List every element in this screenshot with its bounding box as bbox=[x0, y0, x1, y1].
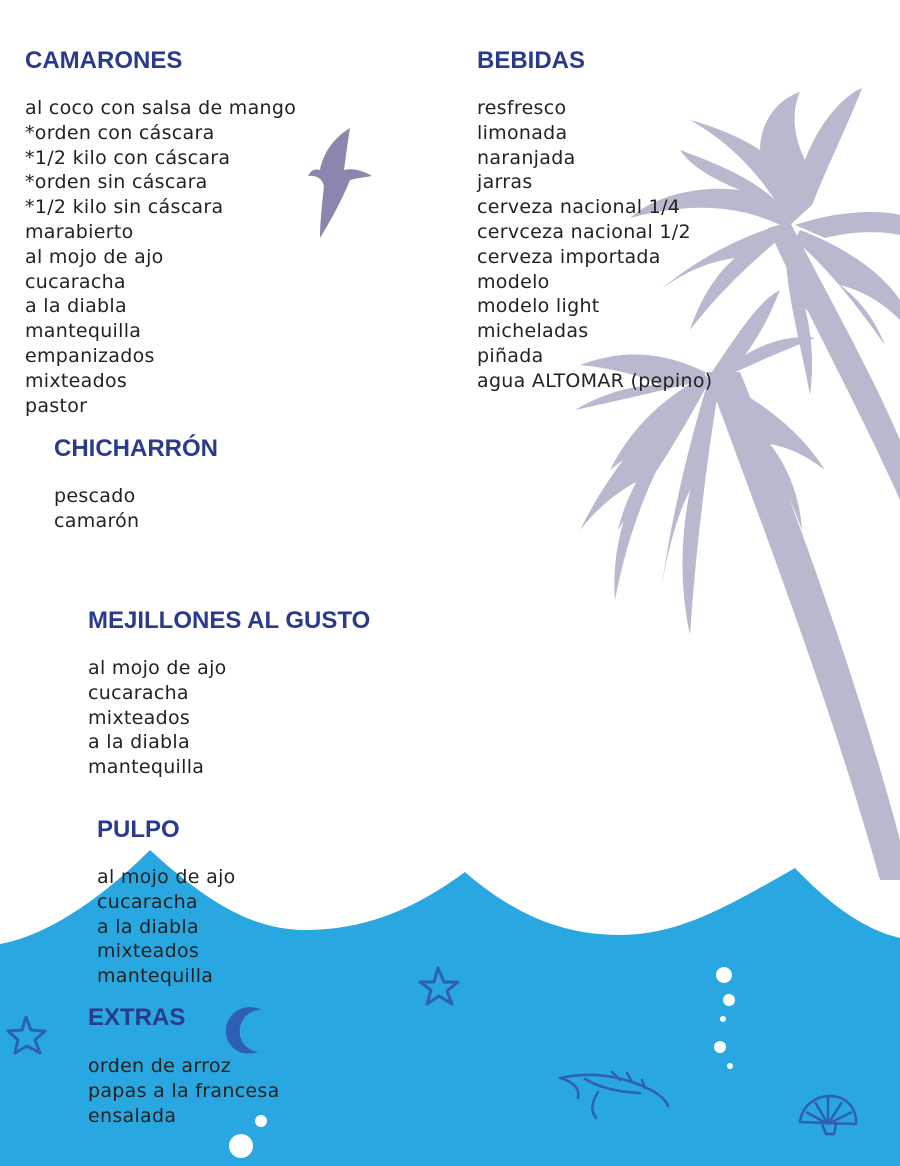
bubbles-icon bbox=[229, 967, 735, 1158]
list-item: papas a la francesa bbox=[88, 1079, 280, 1102]
section-chicharron bbox=[54, 434, 218, 534]
list-item: al mojo de ajo bbox=[88, 657, 227, 679]
list-item: camarón bbox=[54, 509, 140, 532]
list-item: *1/2 kilo sin cáscara bbox=[25, 196, 224, 219]
extras-list bbox=[88, 1054, 280, 1128]
list-item: *orden con cáscara bbox=[25, 121, 215, 144]
list-item: cerveza nacional 1/4 bbox=[477, 196, 681, 219]
list-item: al mojo de ajo bbox=[97, 866, 236, 888]
list-item: mantequilla bbox=[88, 756, 205, 779]
list-item: naranjada bbox=[477, 146, 576, 169]
list-item: pastor bbox=[25, 394, 88, 417]
list-item: mixteados bbox=[25, 369, 128, 392]
list-item: al mojo de ajo bbox=[25, 245, 164, 268]
list-item: pescado bbox=[54, 485, 136, 507]
section-pulpo bbox=[97, 815, 236, 989]
bebidas-list bbox=[477, 96, 712, 394]
seashell-icon bbox=[800, 1096, 856, 1134]
chicharron-list bbox=[54, 484, 218, 534]
camarones-heading: CAMARONES bbox=[25, 47, 183, 74]
list-item: marabierto bbox=[25, 220, 134, 243]
list-item: piñada bbox=[477, 344, 544, 367]
list-item: mantequilla bbox=[25, 320, 142, 343]
list-item: mixteados bbox=[88, 706, 191, 729]
camarones-list bbox=[25, 96, 296, 418]
section-mejillones bbox=[88, 606, 370, 780]
list-item: a la diabla bbox=[88, 731, 190, 754]
list-item: ensalada bbox=[88, 1104, 177, 1127]
shrimp-icon bbox=[560, 1072, 668, 1118]
chicharron-heading: CHICHARRÓN bbox=[54, 435, 218, 462]
section-extras bbox=[88, 1003, 280, 1128]
list-item: a la diabla bbox=[25, 295, 127, 318]
list-item: modelo bbox=[477, 270, 550, 293]
list-item: mixteados bbox=[97, 940, 200, 963]
list-item: cucaracha bbox=[25, 270, 126, 293]
list-item: empanizados bbox=[25, 344, 155, 367]
section-bebidas bbox=[477, 46, 712, 394]
list-item: jarras bbox=[477, 171, 533, 194]
list-item: micheladas bbox=[477, 320, 589, 343]
list-item: cucaracha bbox=[97, 890, 198, 913]
bebidas-heading: BEBIDAS bbox=[477, 47, 586, 74]
list-item: cervceza nacional 1/2 bbox=[477, 220, 691, 243]
list-item: resfresco bbox=[477, 97, 567, 119]
list-item: agua ALTOMAR (pepino) bbox=[477, 369, 713, 392]
pulpo-heading: PULPO bbox=[97, 816, 180, 843]
list-item: cerveza importada bbox=[477, 245, 661, 268]
list-item: limonada bbox=[477, 121, 568, 144]
list-item: modelo light bbox=[477, 295, 600, 318]
list-item: orden de arroz bbox=[88, 1055, 232, 1077]
list-item: *orden sin cáscara bbox=[25, 171, 208, 194]
pulpo-list bbox=[97, 865, 236, 989]
list-item: a la diabla bbox=[97, 915, 199, 938]
list-item: al coco con salsa de mango bbox=[25, 97, 297, 119]
mejillones-list bbox=[88, 656, 370, 780]
extras-heading: EXTRAS bbox=[88, 1004, 186, 1031]
mejillones-heading: MEJILLONES AL GUSTO bbox=[88, 607, 371, 634]
list-item: *1/2 kilo con cáscara bbox=[25, 146, 231, 169]
section-camarones bbox=[25, 46, 296, 418]
list-item: cucaracha bbox=[88, 681, 189, 704]
list-item: mantequilla bbox=[97, 965, 214, 988]
